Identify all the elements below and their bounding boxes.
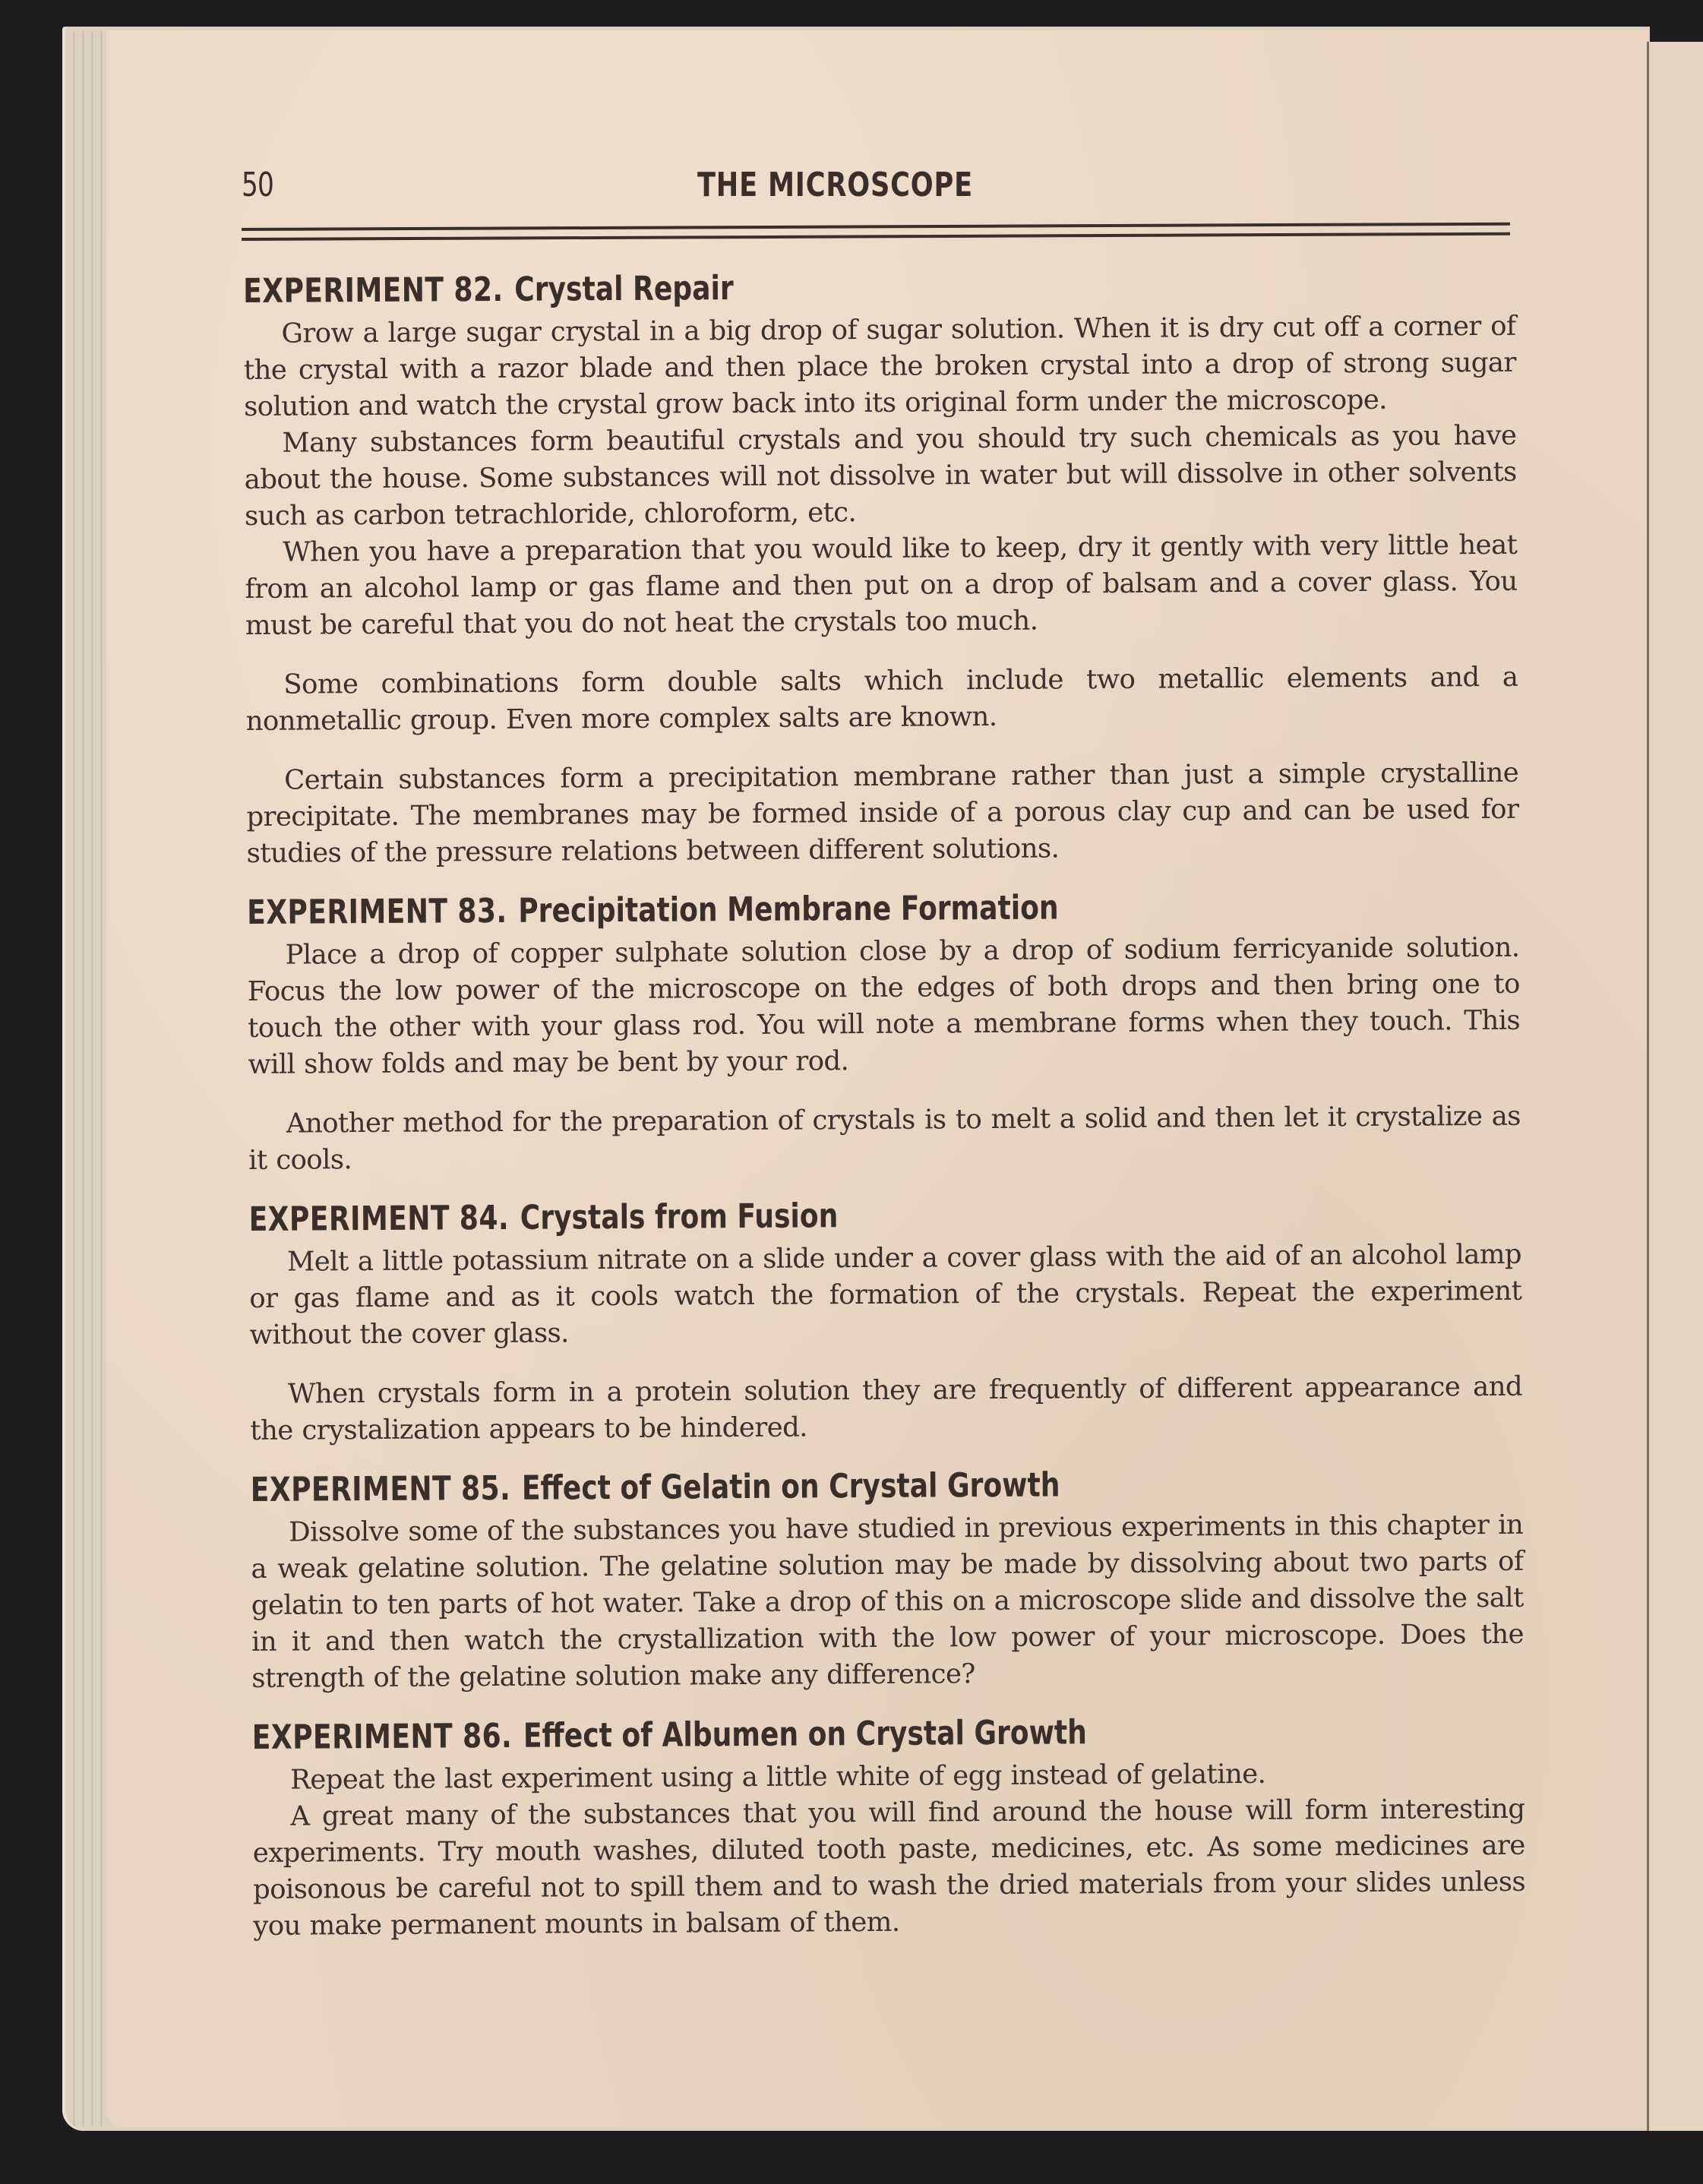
page-edge-line bbox=[82, 31, 84, 2126]
page-header bbox=[242, 166, 1510, 219]
experiment-heading bbox=[251, 1460, 1294, 1515]
paragraph: Dissolve some of the substances you have studied in previous experiments in this chapter in a weak gelatine solution. The gelatine solution may be made by dissolving about two parts of gelatin to ten parts of hot water. Take a drop of this on a microscope slide and dissolve the salt in it and then watch the crystallization with the low power of your microscope. Does the strength of the gelatine solution make any difference? bbox=[251, 1509, 1524, 1694]
page-number: 50 bbox=[242, 166, 274, 204]
experiment-number: EXPERIMENT 86. bbox=[251, 1716, 513, 1757]
interlude-fusion bbox=[248, 1098, 1521, 1179]
paragraph: When crystals form in a protein solution they are frequently of different appearance and the crystalization appears to be hindered. bbox=[250, 1370, 1523, 1446]
experiment-number: EXPERIMENT 83. bbox=[247, 891, 507, 932]
experiment-title: Effect of Albumen on Crystal Growth bbox=[523, 1713, 1088, 1756]
experiment-number: EXPERIMENT 84. bbox=[248, 1198, 510, 1239]
page-edge-line bbox=[73, 31, 75, 2126]
paragraph: Another method for the preparation of crystals is to melt a solid and then let it crystalize as it cools. bbox=[248, 1100, 1521, 1176]
experiment-title: Crystals from Fusion bbox=[520, 1196, 839, 1237]
interlude-double-salts bbox=[245, 659, 1519, 872]
paragraph: When you have a preparation that you would like to keep, dry it gently with very little heat from an alcohol lamp or gas flame and then put on a drop of balsam and a cover glass. You must be careful that you do not heat the crystals too much. bbox=[245, 529, 1518, 641]
experiment-85 bbox=[251, 1459, 1524, 1697]
page-edge-line bbox=[91, 31, 93, 2126]
experiment-86 bbox=[252, 1706, 1526, 1945]
experiment-82 bbox=[243, 260, 1518, 644]
interlude-protein bbox=[250, 1369, 1523, 1449]
running-title: THE MICROSCOPE bbox=[697, 166, 973, 204]
paragraph: A great many of the substances that you will find around the house will form interesting experiments. Try mouth washes, diluted tooth paste, medicines, etc. As some medicines are poisonous be careful not to spill them and to wash the dried materials from your slides unless you make permanent mounts in balsam of them. bbox=[252, 1793, 1526, 1942]
experiment-83 bbox=[247, 881, 1521, 1083]
experiment-heading bbox=[248, 1190, 1292, 1244]
page-body bbox=[243, 260, 1525, 1945]
paragraph: Many substances form beautiful crystals and you should try such chemicals as you have about the house. Some substances will not dissolve in water but will dissolve in other solvents such as carbon tetrachloride, chloroform, etc. bbox=[244, 419, 1517, 532]
experiment-84 bbox=[248, 1188, 1521, 1354]
paragraph: Certain substances form a precipitation membrane rather than just a simple crystalline precipitate. The membranes may be formed inside of a porous clay cup and can be used for studies of the pressure relations between different solutions. bbox=[246, 757, 1519, 869]
experiment-heading bbox=[247, 883, 1291, 937]
experiment-heading bbox=[243, 261, 1287, 316]
paragraph: Some combinations form double salts which include two metallic elements and a nonmetallic group. Even more complex salts are known. bbox=[245, 661, 1518, 737]
facing-page-edge bbox=[1649, 42, 1703, 2131]
paragraph: Grow a large sugar crystal in a big drop of sugar solution. When it is dry cut off a corner of the crystal with a razor blade and then place the broken crystal into a drop of strong sugar solution and watch the crystal grow back into its original form under the microscope. bbox=[243, 310, 1516, 422]
experiment-title: Precipitation Membrane Formation bbox=[518, 888, 1059, 931]
book-gutter bbox=[1647, 42, 1649, 2131]
paragraph: Place a drop of copper sulphate solution close by a drop of sodium ferricyanide solution. Focus the low power of the microscope on the edges of both drops and then bring one to touch the other with your glass rod. You will note a membrane forms when they touch. This will show folds and may be bent by your rod. bbox=[247, 931, 1521, 1080]
paragraph: Repeat the last experiment using a little white of egg instead of gelatine. bbox=[290, 1758, 1266, 1796]
page-edge-line bbox=[100, 31, 103, 2126]
experiment-title: Effect of Gelatin on Crystal Growth bbox=[521, 1465, 1060, 1508]
experiment-title: Crystal Repair bbox=[514, 269, 734, 309]
paragraph: Melt a little potassium nitrate on a slide under a cover glass with the aid of an alcohol lamp or gas flame and as it cools watch the formation of the crystals. Repeat the experiment without the cover glass. bbox=[249, 1238, 1522, 1351]
experiment-heading bbox=[252, 1708, 1296, 1762]
experiment-number: EXPERIMENT 82. bbox=[243, 270, 504, 311]
experiment-number: EXPERIMENT 85. bbox=[250, 1468, 511, 1509]
